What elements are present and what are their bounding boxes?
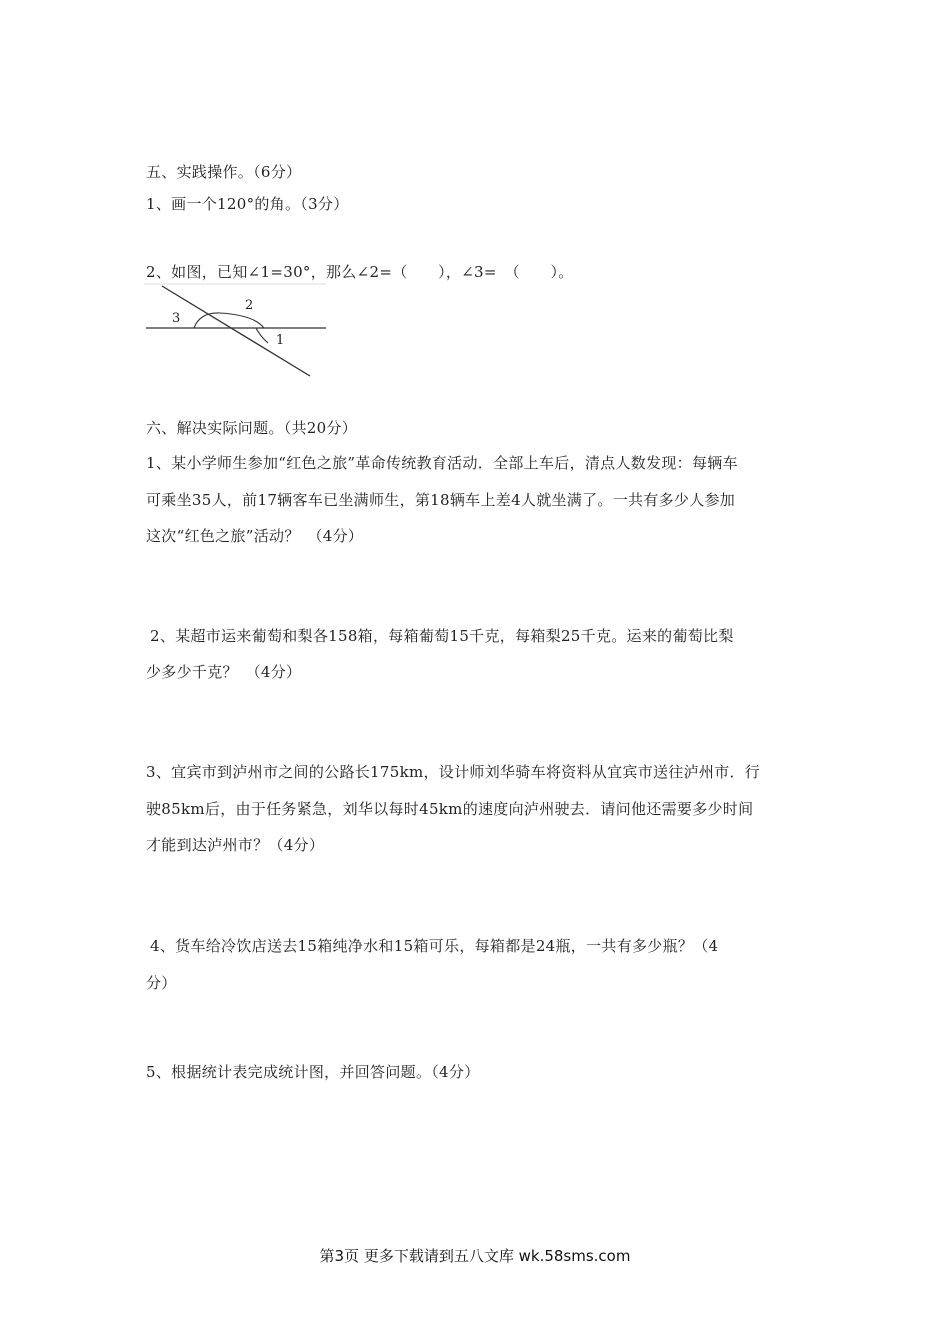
- question-6-1-line-3: 这次“红色之旅”活动？ （4分）: [146, 527, 364, 545]
- section-6-heading: 六、解决实际问题。（共20分）: [146, 419, 358, 437]
- question-6-3-line-2: 驶85km后，由于任务紧急，刘华以每时45km的速度向泸州驶去．请问他还需要多少时间: [146, 800, 754, 818]
- angle-figure: [144, 282, 328, 378]
- question-6-3-line-3: 才能到达泸州市？（4分）: [146, 836, 325, 854]
- angle-1-label: 1: [276, 333, 285, 348]
- question-5-1: 1、画一个120°的角。（3分）: [146, 195, 349, 213]
- page-footer: 第3页 更多下载请到五八文库 wk.58sms.com: [319, 1247, 631, 1265]
- question-6-1-line-2: 可乘坐35人，前17辆客车已坐满师生，第18辆车上差4人就坐满了。一共有多少人参加: [146, 491, 736, 509]
- section-5-heading: 五、实践操作。（6分）: [146, 163, 302, 181]
- angle-2-arc: [194, 313, 264, 328]
- question-6-2-line-2: 少多少千克？ （4分）: [146, 663, 302, 681]
- question-6-1-line-1: 1、某小学师生参加“红色之旅”革命传统教育活动．全部上车后，清点人数发现：每辆车: [146, 454, 738, 472]
- question-6-4-line-2: 分）: [146, 974, 177, 992]
- question-6-5: 5、根据统计表完成统计图，并回答问题。（4分）: [146, 1063, 480, 1081]
- question-6-2-line-1: 2、某超市运来葡萄和梨各158箱，每箱葡萄15千克，每箱梨25千克。运来的葡萄比梨: [150, 627, 734, 645]
- question-6-3-line-1: 3、宜宾市到泸州市之间的公路长175km，设计师刘华骑车将资料从宜宾市送往泸州市．行: [146, 763, 761, 781]
- angle-3-label: 3: [172, 311, 181, 326]
- angle-2-label: 2: [245, 298, 254, 313]
- question-6-4-line-1: 4、货车给冷饮店送去15箱纯净水和15箱可乐，每箱都是24瓶，一共有多少瓶？（4: [150, 937, 719, 955]
- question-5-2: 2、如图，已知∠1=30°，那么∠2=（ ），∠3= （ ）。: [146, 263, 574, 281]
- angle-1-arc: [256, 328, 268, 343]
- transversal-line: [162, 286, 310, 376]
